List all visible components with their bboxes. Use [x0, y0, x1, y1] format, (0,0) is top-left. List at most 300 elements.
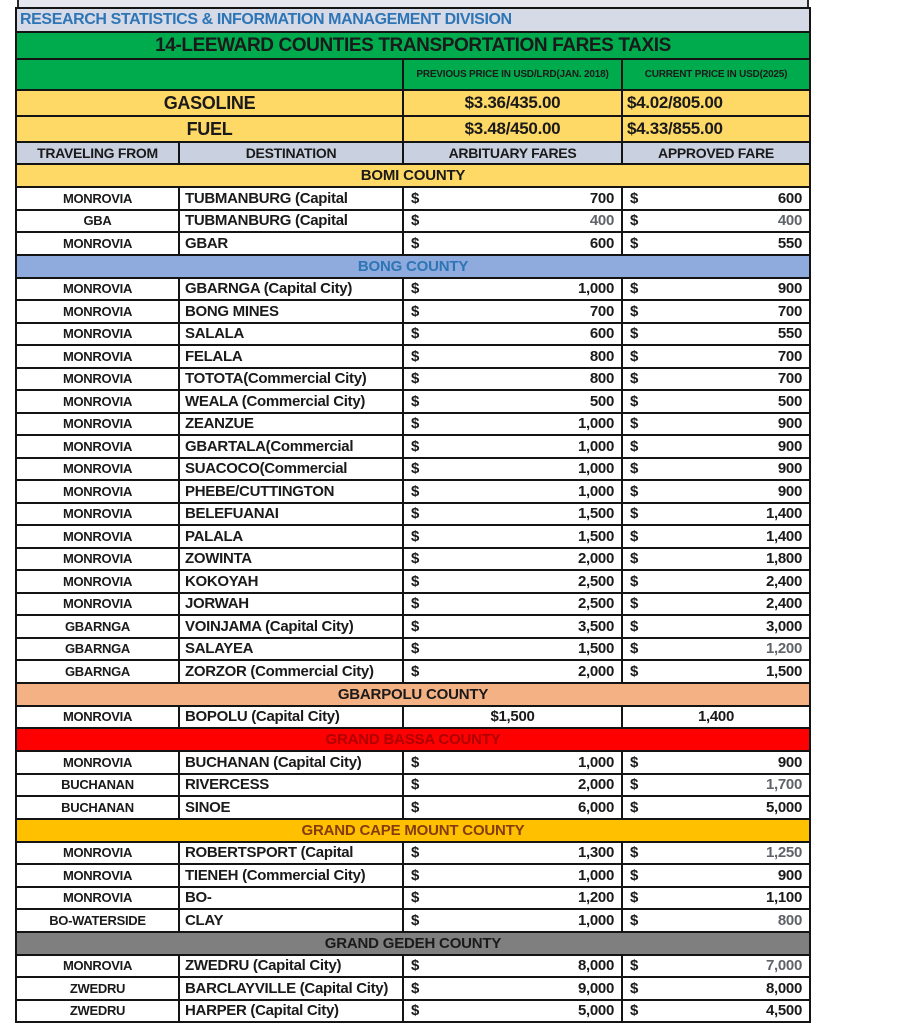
- approved-fare-cell-amount: 8,000: [765, 979, 802, 997]
- approved-fare-cell: [623, 301, 809, 322]
- arbitrary-fare-cell: [404, 233, 621, 254]
- dollar-sign: $: [411, 437, 420, 455]
- arbitrary-fare-cell-amount: 1,000: [577, 753, 614, 771]
- dollar-sign: $: [411, 844, 420, 862]
- approved-fare-cell: [623, 504, 809, 525]
- arbitrary-fare-cell: [404, 414, 621, 435]
- traveling-from-cell: MONROVIA: [17, 888, 178, 909]
- dollar-sign: $: [630, 595, 639, 613]
- traveling-from-cell: ZWEDRU: [17, 1001, 178, 1022]
- traveling-from-cell: MONROVIA: [17, 594, 178, 615]
- destination-cell: FELALA: [180, 346, 402, 367]
- division-header-row: [17, 9, 809, 31]
- arbitrary-fare-cell-amount: 1,000: [577, 280, 614, 298]
- destination-cell: CLAY: [180, 910, 402, 931]
- fare-row: [17, 978, 809, 999]
- column-header-row: [17, 143, 809, 163]
- approved-fare-cell: [623, 436, 809, 457]
- arbitrary-fare-cell-amount: 2,000: [577, 776, 614, 794]
- dollar-sign: $: [411, 979, 420, 997]
- approved-fare-cell-amount: 900: [777, 415, 802, 433]
- approved-fare-cell: [623, 775, 809, 796]
- traveling-from-cell: MONROVIA: [17, 188, 178, 209]
- dollar-sign: $: [411, 889, 420, 907]
- dollar-sign: $: [411, 370, 420, 388]
- county-band: BONG COUNTY: [17, 256, 809, 277]
- approved-fare-cell-amount: 400: [777, 212, 802, 230]
- dollar-sign: $: [630, 302, 639, 320]
- traveling-from-cell: GBA: [17, 211, 178, 232]
- approved-fare-cell-amount: 3,000: [765, 617, 802, 635]
- destination-cell: TUBMANBURG (Capital: [180, 188, 402, 209]
- arbitrary-fare-cell-amount: 800: [589, 370, 614, 388]
- dollar-sign: $: [411, 572, 420, 590]
- fare-row: [17, 616, 809, 637]
- dollar-sign: $: [630, 505, 639, 523]
- fare-row: [17, 910, 809, 931]
- fare-row: [17, 752, 809, 773]
- arbitrary-fare-cell-amount: 700: [589, 189, 614, 207]
- county-band: GRAND CAPE MOUNT COUNTY: [17, 820, 809, 841]
- arbitrary-fare-cell-amount: 1,000: [577, 866, 614, 884]
- arbitrary-fare-cell-amount: 600: [589, 234, 614, 252]
- dollar-sign: $: [630, 212, 639, 230]
- destination-cell: WEALA (Commercial City): [180, 391, 402, 412]
- fare-row: [17, 346, 809, 367]
- approved-fare-cell: [623, 910, 809, 931]
- dollar-sign: $: [411, 1002, 420, 1020]
- arbitrary-fare-cell-amount: 800: [589, 347, 614, 365]
- destination-cell: KOKOYAH: [180, 571, 402, 592]
- arbitrary-fare-cell: [404, 752, 621, 773]
- dollar-sign: $: [411, 347, 420, 365]
- traveling-from-cell: GBARNGA: [17, 616, 178, 637]
- dollar-sign: $: [630, 889, 639, 907]
- approved-fare-cell: [623, 391, 809, 412]
- approved-fare-cell-amount: 1,100: [765, 889, 802, 907]
- dollar-sign: $: [630, 957, 639, 975]
- approved-fare-cell: [623, 414, 809, 435]
- arbitrary-fare-cell-amount: 1,000: [577, 460, 614, 478]
- destination-cell: SALALA: [180, 324, 402, 345]
- traveling-from-cell: MONROVIA: [17, 843, 178, 864]
- destination-cell: BONG MINES: [180, 301, 402, 322]
- approved-fare-cell-amount: 2,400: [765, 595, 802, 613]
- destination-cell: SINOE: [180, 797, 402, 818]
- destination-cell: GBAR: [180, 233, 402, 254]
- arbitrary-fare-cell-amount: 2,500: [577, 572, 614, 590]
- approved-fare-cell: [623, 978, 809, 999]
- approved-fare-cell-amount: 700: [777, 302, 802, 320]
- arbitrary-fare-cell-amount: 1,500: [577, 527, 614, 545]
- approved-fare-cell: [623, 639, 809, 660]
- dollar-sign: $: [630, 866, 639, 884]
- table-title: 14-LEEWARD COUNTIES TRANSPORTATION FARES TAXIS: [17, 33, 809, 58]
- arbitrary-fare-cell-amount: 2,000: [577, 550, 614, 568]
- traveling-from-cell: MONROVIA: [17, 504, 178, 525]
- traveling-from-cell: MONROVIA: [17, 369, 178, 390]
- approved-fare-cell: [623, 1001, 809, 1022]
- destination-cell: ZWEDRU (Capital City): [180, 956, 402, 977]
- price-header-row: [17, 60, 809, 89]
- approved-fare-cell: [623, 459, 809, 480]
- destination-cell: BO-: [180, 888, 402, 909]
- dollar-sign: $: [411, 776, 420, 794]
- fare-row: [17, 797, 809, 818]
- arbitrary-fare-cell: $1,500: [404, 707, 621, 728]
- approved-fare-cell: [623, 481, 809, 502]
- fare-row: [17, 661, 809, 682]
- dollar-sign: $: [411, 460, 420, 478]
- fare-row: [17, 888, 809, 909]
- traveling-from-cell: MONROVIA: [17, 301, 178, 322]
- approved-fare-cell: [623, 526, 809, 547]
- arbitrary-fare-cell: [404, 211, 621, 232]
- approved-fare-cell: [623, 843, 809, 864]
- traveling-from-cell: MONROVIA: [17, 279, 178, 300]
- arbitrary-fare-cell: [404, 661, 621, 682]
- county-band: GRAND BASSA COUNTY: [17, 729, 809, 750]
- dollar-sign: $: [411, 911, 420, 929]
- county-band: BOMI COUNTY: [17, 165, 809, 186]
- approved-fare-cell: [623, 956, 809, 977]
- arbitrary-fare-cell: [404, 865, 621, 886]
- approved-fare-cell: [623, 188, 809, 209]
- approved-fare-cell: [623, 324, 809, 345]
- traveling-from-cell: MONROVIA: [17, 865, 178, 886]
- fare-row: [17, 1001, 809, 1022]
- table-title-row: [17, 33, 809, 58]
- approved-fare-cell-amount: 700: [777, 347, 802, 365]
- approved-fare-cell-amount: 900: [777, 280, 802, 298]
- arbitrary-fare-cell-amount: 3,500: [577, 617, 614, 635]
- approved-fare-cell-amount: 900: [777, 753, 802, 771]
- fare-row: [17, 459, 809, 480]
- dollar-sign: $: [411, 640, 420, 658]
- fare-row: [17, 481, 809, 502]
- arbitrary-fare-cell-amount: 1,000: [577, 437, 614, 455]
- approved-fare-cell-amount: 800: [777, 911, 802, 929]
- destination-cell: SALAYEA: [180, 639, 402, 660]
- previous-price-header: PREVIOUS PRICE IN USD/LRD(JAN. 2018): [404, 60, 621, 89]
- current-price-header: CURRENT PRICE IN USD(2025): [623, 60, 809, 89]
- arbitrary-fare-cell-amount: 1,000: [577, 415, 614, 433]
- approved-fare-cell: [623, 797, 809, 818]
- arbitrary-fare-cell: [404, 369, 621, 390]
- dollar-sign: $: [411, 212, 420, 230]
- dollar-sign: $: [411, 957, 420, 975]
- traveling-from-cell: MONROVIA: [17, 526, 178, 547]
- county-band: GRAND GEDEH COUNTY: [17, 933, 809, 954]
- arbitrary-fare-cell: [404, 346, 621, 367]
- fare-row: [17, 865, 809, 886]
- traveling-from-cell: MONROVIA: [17, 956, 178, 977]
- approved-fare-cell-amount: 1,250: [765, 844, 802, 862]
- fare-row: [17, 571, 809, 592]
- dollar-sign: $: [630, 617, 639, 635]
- traveling-from-cell: MONROVIA: [17, 414, 178, 435]
- column-header-traveling-from: TRAVELING FROM: [17, 143, 178, 163]
- dollar-sign: $: [411, 280, 420, 298]
- dollar-sign: $: [411, 617, 420, 635]
- arbitrary-fare-cell: [404, 797, 621, 818]
- destination-cell: JORWAH: [180, 594, 402, 615]
- dollar-sign: $: [411, 392, 420, 410]
- traveling-from-cell: MONROVIA: [17, 571, 178, 592]
- fare-row: [17, 526, 809, 547]
- arbitrary-fare-cell: [404, 616, 621, 637]
- destination-cell: BOPOLU (Capital City): [180, 707, 402, 728]
- traveling-from-cell: MONROVIA: [17, 324, 178, 345]
- arbitrary-fare-cell-amount: 6,000: [577, 798, 614, 816]
- dollar-sign: $: [630, 437, 639, 455]
- approved-fare-cell-amount: 600: [777, 189, 802, 207]
- approved-fare-cell: [623, 594, 809, 615]
- approved-fare-cell: [623, 865, 809, 886]
- traveling-from-cell: MONROVIA: [17, 233, 178, 254]
- fare-row: [17, 369, 809, 390]
- approved-fare-cell-amount: 500: [777, 392, 802, 410]
- arbitrary-fare-cell: [404, 843, 621, 864]
- arbitrary-fare-cell: [404, 504, 621, 525]
- arbitrary-fare-cell-amount: 400: [589, 212, 614, 230]
- dollar-sign: $: [411, 595, 420, 613]
- arbitrary-fare-cell-amount: 1,500: [577, 640, 614, 658]
- dollar-sign: $: [630, 844, 639, 862]
- traveling-from-cell: BUCHANAN: [17, 797, 178, 818]
- dollar-sign: $: [411, 482, 420, 500]
- division-title: RESEARCH STATISTICS & INFORMATION MANAGEMENT DIVISION: [17, 9, 809, 31]
- traveling-from-cell: MONROVIA: [17, 436, 178, 457]
- cropped-row-strip: [17, 0, 809, 7]
- traveling-from-cell: GBARNGA: [17, 639, 178, 660]
- approved-fare-cell-amount: 700: [777, 370, 802, 388]
- destination-cell: BUCHANAN (Capital City): [180, 752, 402, 773]
- approved-fare-cell-amount: 900: [777, 437, 802, 455]
- dollar-sign: $: [630, 415, 639, 433]
- arbitrary-fare-cell: [404, 888, 621, 909]
- arbitrary-fare-cell-amount: 500: [589, 392, 614, 410]
- traveling-from-cell: BUCHANAN: [17, 775, 178, 796]
- traveling-from-cell: MONROVIA: [17, 752, 178, 773]
- dollar-sign: $: [411, 753, 420, 771]
- approved-fare-cell-amount: 1,200: [765, 640, 802, 658]
- dollar-sign: $: [630, 370, 639, 388]
- approved-fare-cell-amount: 900: [777, 866, 802, 884]
- dollar-sign: $: [411, 505, 420, 523]
- destination-cell: TIENEH (Commercial City): [180, 865, 402, 886]
- approved-fare-cell: [623, 752, 809, 773]
- fuel-item-label: FUEL: [17, 117, 402, 141]
- traveling-from-cell: ZWEDRU: [17, 978, 178, 999]
- fare-row: [17, 233, 809, 254]
- approved-fare-cell-amount: 5,000: [765, 798, 802, 816]
- arbitrary-fare-cell: [404, 1001, 621, 1022]
- dollar-sign: $: [630, 662, 639, 680]
- approved-fare-cell: [623, 346, 809, 367]
- fare-row: [17, 549, 809, 570]
- approved-fare-cell-amount: 4,500: [765, 1002, 802, 1020]
- county-band: GBARPOLU COUNTY: [17, 684, 809, 705]
- dollar-sign: $: [630, 776, 639, 794]
- approved-fare-cell-amount: 7,000: [765, 957, 802, 975]
- traveling-from-cell: GBARNGA: [17, 661, 178, 682]
- dollar-sign: $: [630, 1002, 639, 1020]
- price-header-spacer: [17, 60, 402, 89]
- dollar-sign: $: [411, 550, 420, 568]
- traveling-from-cell: MONROVIA: [17, 549, 178, 570]
- arbitrary-fare-cell-amount: 700: [589, 302, 614, 320]
- fare-row: [17, 843, 809, 864]
- arbitrary-fare-cell: [404, 571, 621, 592]
- dollar-sign: $: [630, 482, 639, 500]
- column-header-arbitrary-fares: ARBITUARY FARES: [404, 143, 621, 163]
- destination-cell: HARPER (Capital City): [180, 1001, 402, 1022]
- approved-fare-cell: [623, 211, 809, 232]
- arbitrary-fare-cell: [404, 279, 621, 300]
- approved-fare-cell-amount: 1,700: [765, 776, 802, 794]
- dollar-sign: $: [630, 392, 639, 410]
- fuel-previous-price: $3.48/450.00: [404, 117, 621, 141]
- approved-fare-cell: [623, 233, 809, 254]
- approved-fare-cell-amount: 550: [777, 234, 802, 252]
- arbitrary-fare-cell: [404, 436, 621, 457]
- approved-fare-cell-amount: 1,400: [765, 505, 802, 523]
- approved-fare-cell: [623, 369, 809, 390]
- dollar-sign: $: [630, 640, 639, 658]
- destination-cell: ZEANZUE: [180, 414, 402, 435]
- dollar-sign: $: [630, 911, 639, 929]
- dollar-sign: $: [411, 662, 420, 680]
- dollar-sign: $: [630, 347, 639, 365]
- dollar-sign: $: [630, 527, 639, 545]
- arbitrary-fare-cell-amount: 1,200: [577, 889, 614, 907]
- fare-row: [17, 639, 809, 660]
- fare-row: [17, 594, 809, 615]
- arbitrary-fare-cell: [404, 391, 621, 412]
- fuel-current-price: $4.33/855.00: [623, 117, 809, 141]
- dollar-sign: $: [630, 550, 639, 568]
- approved-fare-cell: [623, 661, 809, 682]
- traveling-from-cell: MONROVIA: [17, 707, 178, 728]
- column-header-destination: DESTINATION: [180, 143, 402, 163]
- approved-fare-cell: 1,400: [623, 707, 809, 728]
- fare-row: [17, 188, 809, 209]
- dollar-sign: $: [630, 979, 639, 997]
- destination-cell: TOTOTA(Commercial City): [180, 369, 402, 390]
- dollar-sign: $: [411, 527, 420, 545]
- arbitrary-fare-cell: [404, 188, 621, 209]
- column-header-approved-fare: APPROVED FARE: [623, 143, 809, 163]
- approved-fare-cell: [623, 279, 809, 300]
- fare-row: [17, 301, 809, 322]
- dollar-sign: $: [411, 798, 420, 816]
- arbitrary-fare-cell-amount: 1,000: [577, 482, 614, 500]
- fare-row: [17, 391, 809, 412]
- destination-cell: BARCLAYVILLE (Capital City): [180, 978, 402, 999]
- dollar-sign: $: [630, 189, 639, 207]
- fare-row: [17, 279, 809, 300]
- fare-row: [17, 324, 809, 345]
- fare-row: [17, 504, 809, 525]
- dollar-sign: $: [411, 415, 420, 433]
- fuel-item-label: GASOLINE: [17, 91, 402, 115]
- fare-row: [17, 436, 809, 457]
- destination-cell: PALALA: [180, 526, 402, 547]
- dollar-sign: $: [630, 753, 639, 771]
- fares-table: [15, 7, 811, 1023]
- destination-cell: ROBERTSPORT (Capital: [180, 843, 402, 864]
- arbitrary-fare-cell: [404, 301, 621, 322]
- arbitrary-fare-cell-amount: 1,300: [577, 844, 614, 862]
- traveling-from-cell: MONROVIA: [17, 459, 178, 480]
- traveling-from-cell: BO-WATERSIDE: [17, 910, 178, 931]
- approved-fare-cell-amount: 900: [777, 460, 802, 478]
- approved-fare-cell-amount: 900: [777, 482, 802, 500]
- arbitrary-fare-cell: [404, 978, 621, 999]
- fuel-current-price: $4.02/805.00: [623, 91, 809, 115]
- dollar-sign: $: [630, 234, 639, 252]
- destination-cell: VOINJAMA (Capital City): [180, 616, 402, 637]
- fare-row: [17, 956, 809, 977]
- approved-fare-cell: [623, 616, 809, 637]
- arbitrary-fare-cell: [404, 324, 621, 345]
- fuel-price-row: [17, 117, 809, 141]
- approved-fare-cell-amount: 1,400: [765, 527, 802, 545]
- arbitrary-fare-cell: [404, 526, 621, 547]
- arbitrary-fare-cell: [404, 910, 621, 931]
- arbitrary-fare-cell-amount: 9,000: [577, 979, 614, 997]
- dollar-sign: $: [411, 189, 420, 207]
- arbitrary-fare-cell: [404, 639, 621, 660]
- fare-row: [17, 414, 809, 435]
- approved-fare-cell: [623, 571, 809, 592]
- dollar-sign: $: [411, 866, 420, 884]
- arbitrary-fare-cell-amount: 8,000: [577, 957, 614, 975]
- arbitrary-fare-cell: [404, 549, 621, 570]
- arbitrary-fare-cell-amount: 1,000: [577, 911, 614, 929]
- destination-cell: RIVERCESS: [180, 775, 402, 796]
- dollar-sign: $: [411, 325, 420, 343]
- arbitrary-fare-cell-amount: 1,500: [577, 505, 614, 523]
- approved-fare-cell-amount: 550: [777, 325, 802, 343]
- arbitrary-fare-cell: [404, 594, 621, 615]
- fare-row: [17, 211, 809, 232]
- arbitrary-fare-cell-amount: 2,000: [577, 662, 614, 680]
- destination-cell: SUACOCO(Commercial: [180, 459, 402, 480]
- destination-cell: ZOWINTA: [180, 549, 402, 570]
- dollar-sign: $: [630, 572, 639, 590]
- traveling-from-cell: MONROVIA: [17, 481, 178, 502]
- traveling-from-cell: MONROVIA: [17, 346, 178, 367]
- destination-cell: TUBMANBURG (Capital: [180, 211, 402, 232]
- approved-fare-cell-amount: 1,800: [765, 550, 802, 568]
- arbitrary-fare-cell: [404, 956, 621, 977]
- approved-fare-cell-amount: 1,500: [765, 662, 802, 680]
- destination-cell: PHEBE/CUTTINGTON: [180, 481, 402, 502]
- dollar-sign: $: [630, 325, 639, 343]
- fare-row: [17, 707, 809, 728]
- dollar-sign: $: [630, 460, 639, 478]
- arbitrary-fare-cell-amount: 5,000: [577, 1002, 614, 1020]
- fare-row: [17, 775, 809, 796]
- approved-fare-cell-amount: 2,400: [765, 572, 802, 590]
- traveling-from-cell: MONROVIA: [17, 391, 178, 412]
- dollar-sign: $: [630, 280, 639, 298]
- dollar-sign: $: [411, 302, 420, 320]
- approved-fare-cell: [623, 888, 809, 909]
- arbitrary-fare-cell-amount: 2,500: [577, 595, 614, 613]
